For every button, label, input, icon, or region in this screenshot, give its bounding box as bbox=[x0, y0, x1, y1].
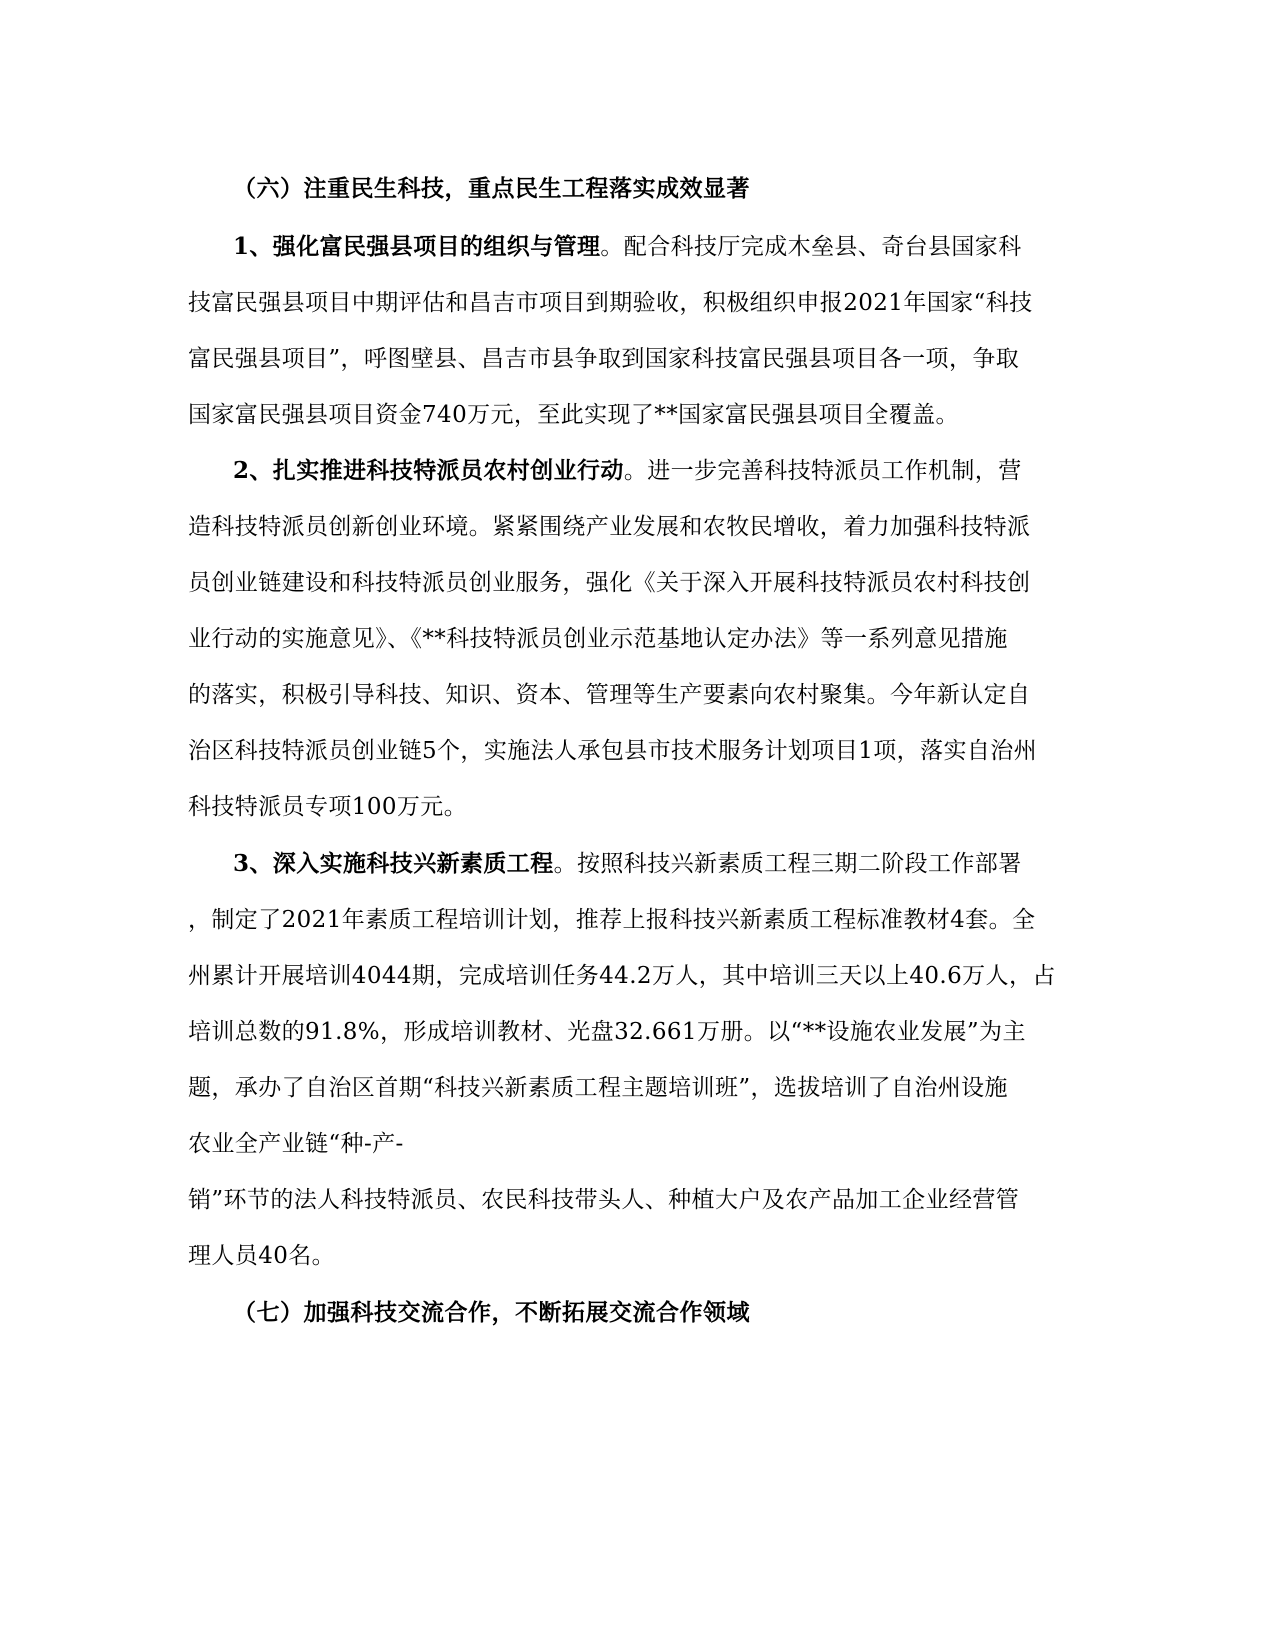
paragraph-3-text: 。按照科技兴新素质工程三期二阶段工作部署 bbox=[553, 851, 1022, 877]
paragraph-3-line-2: ，制定了2021年素质工程培训计划，推荐上报科技兴新素质工程标准教材4套。全 bbox=[188, 907, 1036, 933]
paragraph-2-line-5: 的落实，积极引导科技、知识、资本、管理等生产要素向农村聚集。今年新认定自 bbox=[188, 682, 1031, 708]
paragraph-1-text: 。配合科技厅完成木垒县、奇台县国家科 bbox=[600, 234, 1022, 260]
paragraph-2-line-6: 治区科技特派员创业链5个，实施法人承包县市技术服务计划项目1项，落实自治州 bbox=[188, 738, 1038, 764]
paragraph-2-title: 2、扎实推进科技特派员农村创业行动 bbox=[233, 457, 624, 484]
paragraph-1-line-4: 国家富民强县项目资金740万元，至此实现了**国家富民强县项目全覆盖。 bbox=[188, 402, 959, 428]
paragraph-3-line-3: 州累计开展培训4044期，完成培训任务44.2万人，其中培训三天以上40.6万人，占 bbox=[188, 963, 1056, 989]
paragraph-2-line-4: 业行动的实施意见》、《**科技特派员创业示范基地认定办法》等一系列意见措施 bbox=[188, 626, 1008, 652]
paragraph-2-line-7: 科技特派员专项100万元。 bbox=[188, 794, 468, 820]
section-heading-six: （六）注重民生科技，重点民生工程落实成效显著 bbox=[233, 175, 750, 202]
paragraph-2-line-1 bbox=[233, 452, 1078, 485]
paragraph-3-line-8: 理人员40名。 bbox=[188, 1243, 336, 1269]
paragraph-1-line-1 bbox=[233, 228, 1078, 261]
paragraph-2-line-3: 员创业链建设和科技特派员创业服务，强化《关于深入开展科技特派员农村科技创 bbox=[188, 570, 1031, 596]
paragraph-3-line-6: 农业全产业链“种-产- bbox=[188, 1131, 404, 1157]
paragraph-3-title: 3、深入实施科技兴新素质工程 bbox=[233, 850, 554, 877]
paragraph-2-text: 。进一步完善科技特派员工作机制，营 bbox=[623, 458, 1022, 484]
section-heading-seven: （七）加强科技交流合作，不断拓展交流合作领域 bbox=[233, 1299, 750, 1326]
paragraph-3-line-4: 培训总数的91.8%，形成培训教材、光盘32.661万册。以“**设施农业发展”为主 bbox=[188, 1019, 1026, 1045]
paragraph-3-line-7: 销”环节的法人科技特派员、农民科技带头人、种植大户及农产品加工企业经营管 bbox=[188, 1187, 1020, 1213]
paragraph-3-line-5: 题，承办了自治区首期“科技兴新素质工程主题培训班”，选拔培训了自治州设施 bbox=[188, 1075, 1008, 1101]
paragraph-2-line-2: 造科技特派员创新创业环境。紧紧围绕产业发展和农牧民增收，着力加强科技特派 bbox=[188, 514, 1031, 540]
paragraph-1-title: 1、强化富民强县项目的组织与管理 bbox=[233, 233, 601, 260]
paragraph-3-line-1 bbox=[233, 845, 1078, 878]
paragraph-1-line-2: 技富民强县项目中期评估和昌吉市项目到期验收，积极组织申报2021年国家“科技 bbox=[188, 290, 1033, 316]
paragraph-1-line-3: 富民强县项目”，呼图壁县、昌吉市县争取到国家科技富民强县项目各一项，争取 bbox=[188, 346, 1020, 372]
